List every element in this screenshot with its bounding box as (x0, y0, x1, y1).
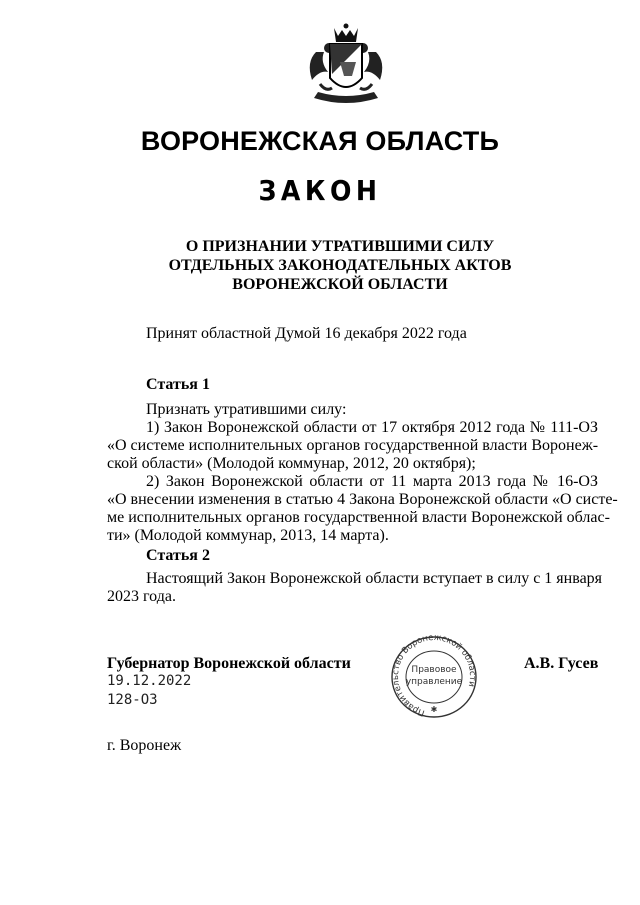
stamp-inner-text: управление (405, 677, 463, 687)
article-1-line: ме исполнительных органов государственной власти Воронежской облас- (107, 509, 610, 526)
article-1-heading: Статья 1 (146, 376, 210, 393)
article-1-line: 2) Закон Воронежской области от 11 марта 2013 года № 16-ОЗ (146, 473, 598, 490)
article-1-line: ти» (Молодой коммунар, 2013, 14 марта). (107, 527, 389, 544)
official-stamp (380, 632, 488, 722)
article-2-line: Настоящий Закон Воронежской области вступает в силу с 1 января (146, 570, 603, 587)
signatory-position: Губернатор Воронежской области (107, 655, 351, 672)
article-2-line: 2023 года. (107, 588, 176, 605)
article-1-line: «О внесении изменения в статью 4 Закона Воронежской области «О систе- (107, 491, 618, 508)
stamp-star-icon: ✱ (430, 705, 438, 714)
signing-date: 19.12.2022 (107, 673, 192, 689)
city: г. Воронеж (107, 737, 182, 754)
article-2-heading: Статья 2 (146, 547, 210, 564)
coat-of-arms-icon (296, 22, 396, 110)
article-1-line: ской области» (Молодой коммунар, 2012, 20 октября); (107, 455, 476, 472)
stamp-ring-text: Правительство Воронежской области (390, 632, 478, 718)
article-1-intro: Признать утратившими силу: (146, 401, 347, 418)
article-1-line: «О системе исполнительных органов государственной власти Воронеж- (107, 437, 599, 454)
stamp-inner-text: Правовое (411, 665, 457, 675)
document-type: ЗАКОН (258, 174, 382, 207)
law-number: 128-ОЗ (107, 692, 158, 708)
article-1-line: 1) Закон Воронежской области от 17 октября 2012 года № 111-ОЗ (146, 419, 598, 436)
law-title-line: ВОРОНЕЖСКОЙ ОБЛАСТИ (232, 276, 448, 293)
law-title-line: О ПРИЗНАНИИ УТРАТИВШИМИ СИЛУ (185, 238, 495, 255)
region-title: ВОРОНЕЖСКАЯ ОБЛАСТЬ (140, 126, 500, 156)
adoption-note: Принят областной Думой 16 декабря 2022 года (146, 325, 467, 342)
law-title-line: ОТДЕЛЬНЫХ ЗАКОНОДАТЕЛЬНЫХ АКТОВ (168, 257, 512, 274)
signatory-name: А.В. Гусев (524, 655, 599, 672)
